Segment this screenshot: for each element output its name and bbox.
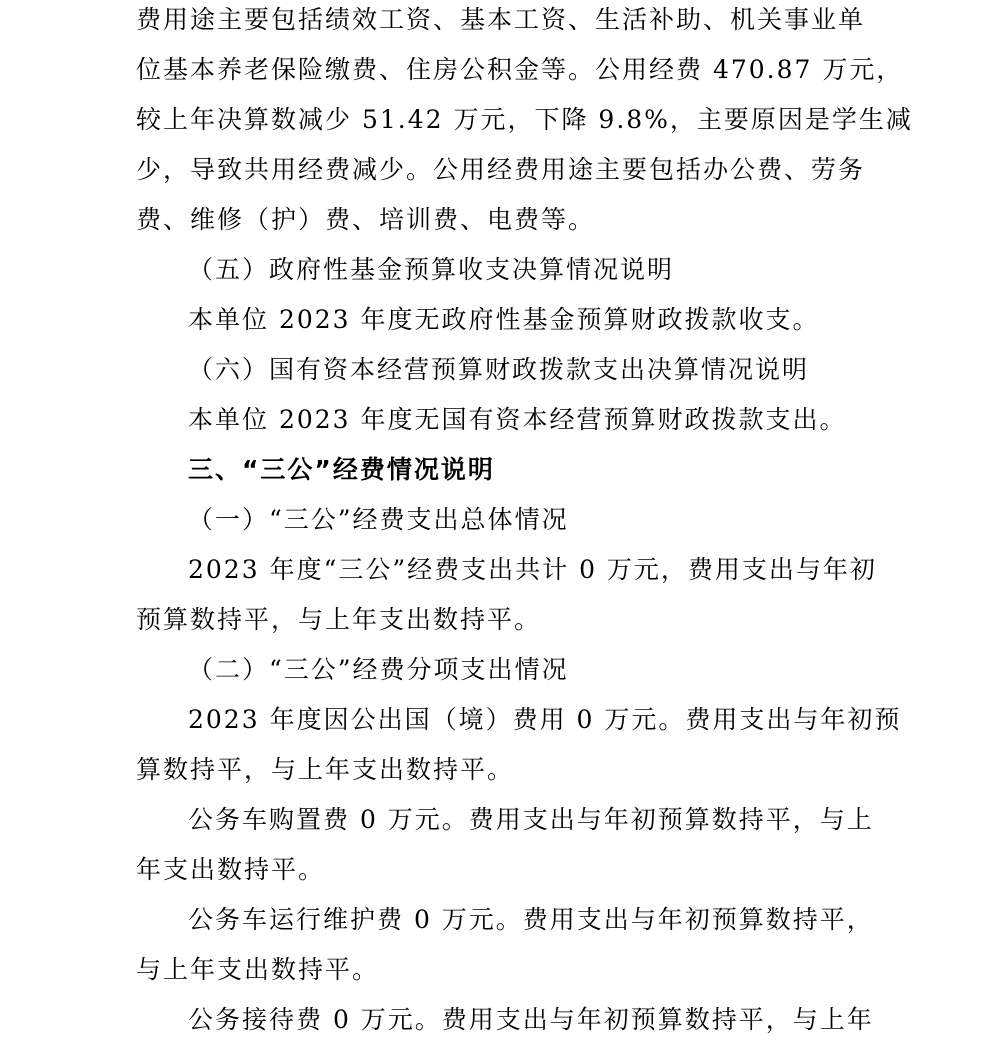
body-text-line: 年支出数持平。	[136, 855, 326, 884]
section-heading-5: （五）政府性基金预算收支决算情况说明	[188, 255, 675, 284]
body-text-line: 2023 年度因公出国（境）费用 0 万元。费用支出与年初预	[188, 705, 902, 734]
body-text-line: 算数持平，与上年支出数持平。	[136, 755, 515, 784]
body-text-line: 费用途主要包括绩效工资、基本工资、生活补助、机关事业单	[136, 5, 866, 34]
subsection-heading-1: （一）“三公”经费支出总体情况	[188, 505, 569, 534]
chapter-heading-3: 三、“三公”经费情况说明	[188, 455, 495, 484]
body-text-line: 本单位 2023 年度无国有资本经营预算财政拨款支出。	[188, 405, 847, 434]
subsection-heading-2: （二）“三公”经费分项支出情况	[188, 655, 569, 684]
section-heading-6: （六）国有资本经营预算财政拨款支出决算情况说明	[188, 355, 810, 384]
body-text-line: 费、维修（护）费、培训费、电费等。	[136, 205, 596, 234]
body-text-line: 公务车运行维护费 0 万元。费用支出与年初预算数持平，	[188, 905, 874, 934]
body-text-line: 本单位 2023 年度无政府性基金预算财政拨款收支。	[188, 305, 820, 334]
body-text-line: 预算数持平，与上年支出数持平。	[136, 605, 542, 634]
body-text-line: 位基本养老保险缴费、住房公积金等。公用经费 470.87 万元，	[136, 55, 904, 84]
body-text-line: 公务接待费 0 万元。费用支出与年初预算数持平，与上年	[188, 1005, 874, 1034]
body-text-line: 公务车购置费 0 万元。费用支出与年初预算数持平，与上	[188, 805, 874, 834]
body-text-line: 2023 年度“三公”经费支出共计 0 万元，费用支出与年初	[188, 555, 877, 584]
body-text-line: 少，导致共用经费减少。公用经费用途主要包括办公费、劳务	[136, 155, 866, 184]
body-text-line: 与上年支出数持平。	[136, 955, 380, 984]
body-text-line: 较上年决算数减少 51.42 万元，下降 9.8%，主要原因是学生减	[136, 105, 913, 134]
